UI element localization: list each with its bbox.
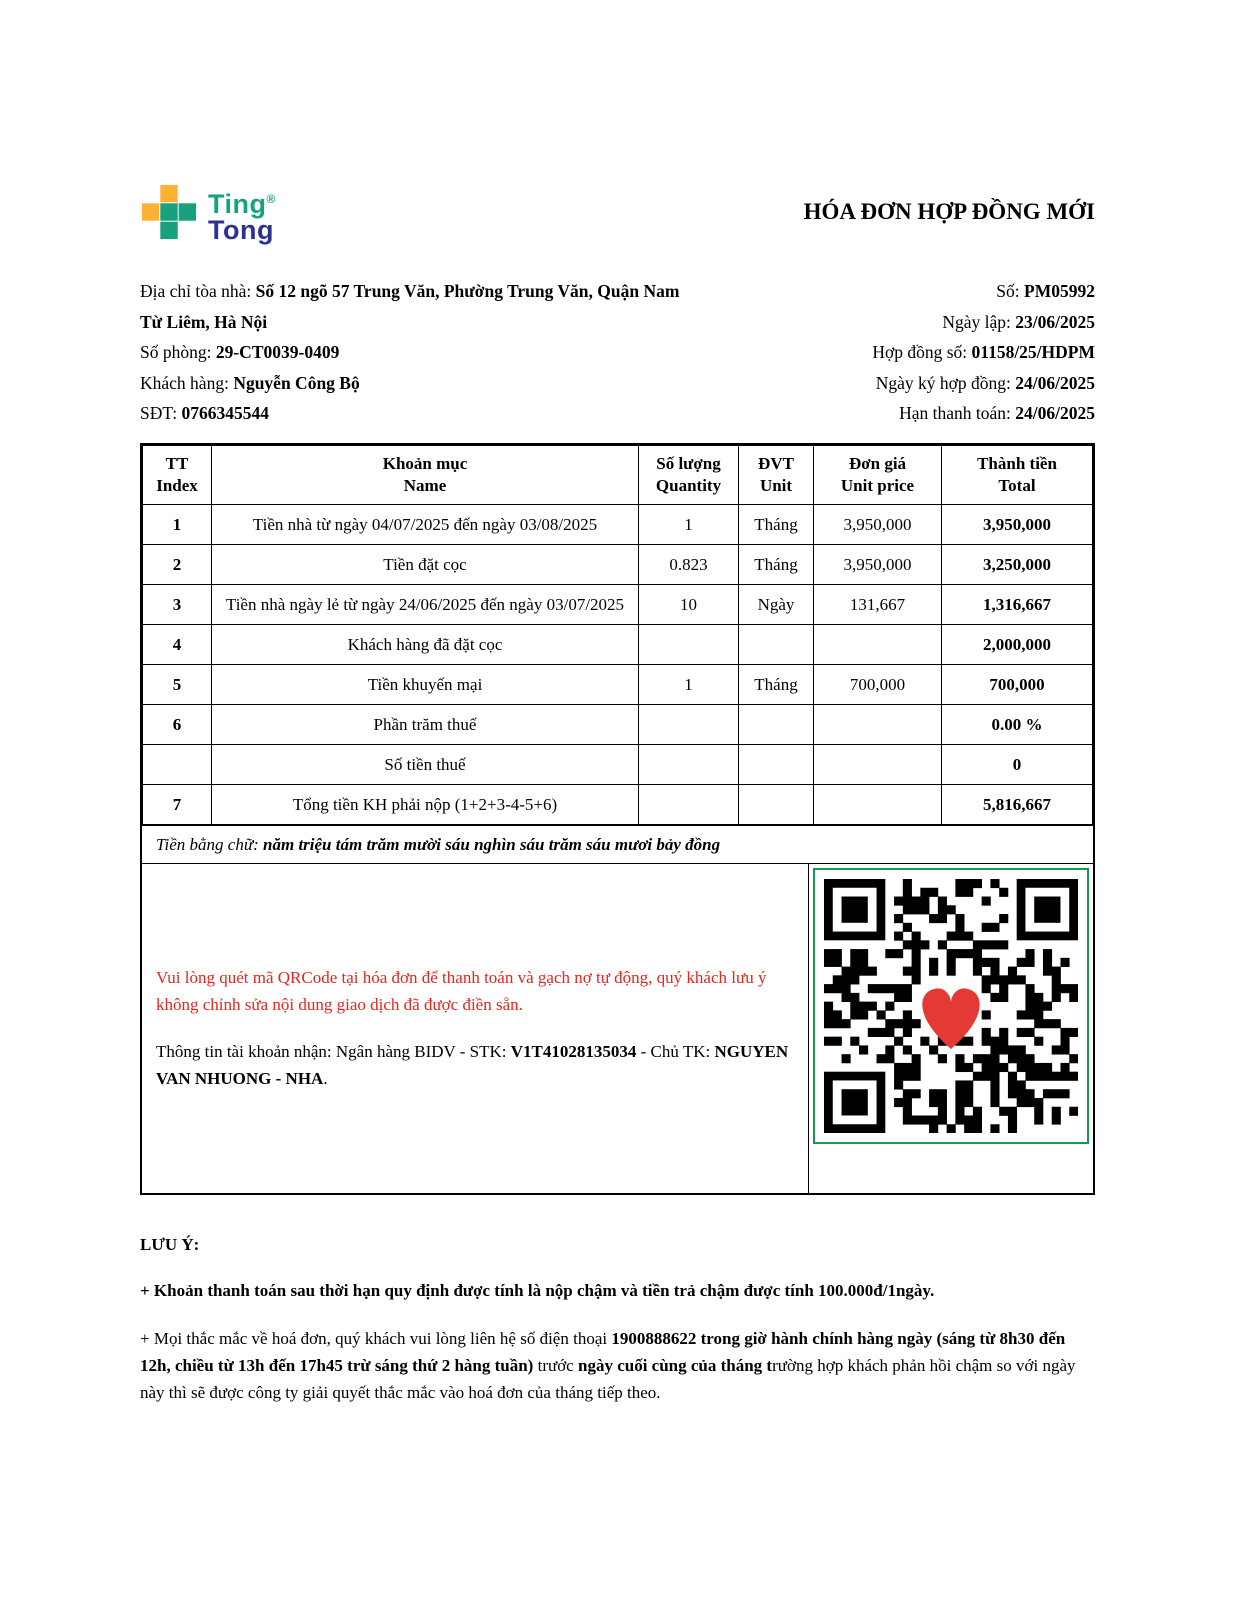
logo-word-ting: Ting <box>208 189 267 219</box>
phone-label: SĐT: <box>140 403 182 423</box>
invoice-number-row: Số: PM05992 <box>996 281 1095 301</box>
cell-quantity: 10 <box>639 584 739 624</box>
table-row <box>143 664 1093 704</box>
table-header-row <box>143 445 1093 504</box>
cell-unit-price <box>814 784 942 824</box>
cell-index: 1 <box>143 504 212 544</box>
cell-name: Phần trăm thuế <box>212 704 639 744</box>
table-row <box>143 584 1093 624</box>
cell-total: 1,316,667 <box>942 584 1093 624</box>
footer-notes <box>140 1235 1095 1406</box>
items-table <box>142 445 1093 825</box>
table-row <box>143 744 1093 784</box>
cell-name: Tiền nhà từ ngày 04/07/2025 đến ngày 03/08/2025 <box>212 504 639 544</box>
hotline-note: + Mọi thắc mắc về hoá đơn, quý khách vui lòng liên hệ số điện thoại 1900888622 trong giờ hành chính hàng ngày (sáng từ 8h30 đến 12h, chiều từ 13h đến 17h45 trừ sáng thứ 2 hàng tuần) trước ngày cuối cùng của tháng trường hợp khách phản hồi chậm so với ngày này thì sẽ được công ty giải quyết thắc mắc vào hoá đơn của tháng tiếp theo. <box>140 1328 1076 1402</box>
table-row <box>143 504 1093 544</box>
cell-unit-price <box>814 704 942 744</box>
cell-unit-price: 131,667 <box>814 584 942 624</box>
cell-quantity <box>639 784 739 824</box>
col-header-quantity: Số lượng Quantity <box>639 445 739 504</box>
cell-quantity: 1 <box>639 664 739 704</box>
cell-total: 3,950,000 <box>942 504 1093 544</box>
logo-word-tong: Tong <box>208 215 274 245</box>
cell-unit-price: 3,950,000 <box>814 504 942 544</box>
col-header-name: Khoản mục Name <box>212 445 639 504</box>
cell-index: 5 <box>143 664 212 704</box>
col-header-index: TT Index <box>143 445 212 504</box>
cell-name: Tiền nhà ngày lẻ từ ngày 24/06/2025 đến ngày 03/07/2025 <box>212 584 639 624</box>
cell-index: 4 <box>143 624 212 664</box>
payment-section <box>142 863 1093 1193</box>
table-row <box>143 704 1093 744</box>
cell-index: 2 <box>143 544 212 584</box>
tingtong-logo <box>140 183 276 246</box>
issue-date-row: Ngày lập: 23/06/2025 <box>942 311 1095 332</box>
table-row <box>143 544 1093 584</box>
cell-unit <box>739 744 814 784</box>
tingtong-logo-icon <box>140 183 198 246</box>
cell-unit-price: 700,000 <box>814 664 942 704</box>
cell-unit <box>739 784 814 824</box>
table-row <box>143 624 1093 664</box>
cell-quantity: 1 <box>639 504 739 544</box>
notes-title: LƯU Ý: <box>140 1234 200 1254</box>
amount-in-words <box>142 825 1093 863</box>
customer-row <box>140 368 685 399</box>
col-header-unit: ĐVT Unit <box>739 445 814 504</box>
qr-code <box>813 868 1089 1144</box>
room-number-row <box>140 337 685 368</box>
cell-unit: Tháng <box>739 504 814 544</box>
room-number-label: Số phòng: <box>140 342 216 362</box>
amount-in-words-label: Tiền bằng chữ: <box>156 834 264 854</box>
cell-unit <box>739 624 814 664</box>
cell-quantity <box>639 744 739 784</box>
cell-index <box>143 744 212 784</box>
building-address-label: Địa chỉ tòa nhà: <box>140 281 256 301</box>
tingtong-logo-text <box>208 186 276 243</box>
cell-name: Tổng tiền KH phải nộp (1+2+3-4-5+6) <box>212 784 639 824</box>
cell-unit: Tháng <box>739 664 814 704</box>
qr-code-svg <box>824 879 1078 1133</box>
cell-total: 2,000,000 <box>942 624 1093 664</box>
cell-unit-price <box>814 624 942 664</box>
contract-number-value: 01158/25/HDPM <box>971 342 1095 362</box>
payment-instructions <box>142 864 808 1193</box>
invoice-meta <box>872 276 1095 429</box>
cell-total: 0.00 % <box>942 704 1093 744</box>
cell-name: Tiền đặt cọc <box>212 544 639 584</box>
registered-mark: ® <box>266 192 276 206</box>
customer-info <box>140 276 685 429</box>
cell-total: 3,250,000 <box>942 544 1093 584</box>
cell-unit: Ngày <box>739 584 814 624</box>
amount-in-words-value: năm triệu tám trăm mười sáu nghìn sáu trăm sáu mươi bảy đồng <box>263 834 721 854</box>
invoice-number-value: PM05992 <box>1024 281 1095 301</box>
col-header-total: Thành tiền Total <box>942 445 1093 504</box>
cell-name: Tiền khuyến mại <box>212 664 639 704</box>
building-address-row <box>140 276 685 337</box>
contract-sign-date-row: Ngày ký hợp đồng: 24/06/2025 <box>875 372 1095 393</box>
late-payment-note: + Khoản thanh toán sau thời hạn quy định được tính là nộp chậm và tiền trả chậm được tính 100.000đ/1ngày. <box>140 1280 935 1300</box>
cell-index: 3 <box>143 584 212 624</box>
customer-label: Khách hàng: <box>140 372 234 393</box>
table-row <box>143 784 1093 824</box>
building-address-value: Số 12 ngõ 57 Trung Văn, Phường Trung Văn, Quận Nam Từ Liêm, Hà Nội <box>140 281 680 332</box>
payment-due-row: Hạn thanh toán: 24/06/2025 <box>899 403 1095 423</box>
cell-unit-price <box>814 744 942 784</box>
qr-warning-note: Vui lòng quét mã QRCode tại hóa đơn để thanh toán và gạch nợ tự động, quý khách lưu ý không chỉnh sửa nội dung giao dịch đã được điền sẵn. <box>156 968 767 1014</box>
invoice-title: HÓA ĐƠN HỢP ĐỒNG MỚI <box>803 199 1095 224</box>
customer-value: Nguyễn Công Bộ <box>233 372 360 393</box>
col-header-unit-price: Đơn giá Unit price <box>814 445 942 504</box>
invoice-info <box>140 276 1095 429</box>
cell-total: 5,816,667 <box>942 784 1093 824</box>
cell-unit <box>739 704 814 744</box>
cell-name: Khách hàng đã đặt cọc <box>212 624 639 664</box>
invoice-box <box>140 443 1095 1195</box>
cell-unit: Tháng <box>739 544 814 584</box>
qr-cell <box>808 864 1093 1193</box>
cell-index: 7 <box>143 784 212 824</box>
cell-index: 6 <box>143 704 212 744</box>
cell-total: 700,000 <box>942 664 1093 704</box>
account-info: Thông tin tài khoản nhận: Ngân hàng BIDV - STK: V1T41028135034 - Chủ TK: NGUYEN VAN NHUONG - NHA. <box>156 1042 789 1088</box>
contract-sign-date-value: 24/06/2025 <box>1015 372 1095 393</box>
issue-date-value: 23/06/2025 <box>1015 311 1095 332</box>
contract-number-row: Hợp đồng số: 01158/25/HDPM <box>872 342 1095 362</box>
cell-quantity <box>639 704 739 744</box>
cell-total: 0 <box>942 744 1093 784</box>
cell-quantity <box>639 624 739 664</box>
phone-value: 0766345544 <box>181 403 269 423</box>
payment-due-value: 24/06/2025 <box>1015 403 1095 423</box>
header <box>140 183 1095 246</box>
cell-unit-price: 3,950,000 <box>814 544 942 584</box>
room-number-value: 29-CT0039-0409 <box>215 342 340 362</box>
cell-name: Số tiền thuế <box>212 744 639 784</box>
phone-row <box>140 398 685 429</box>
cell-quantity: 0.823 <box>639 544 739 584</box>
